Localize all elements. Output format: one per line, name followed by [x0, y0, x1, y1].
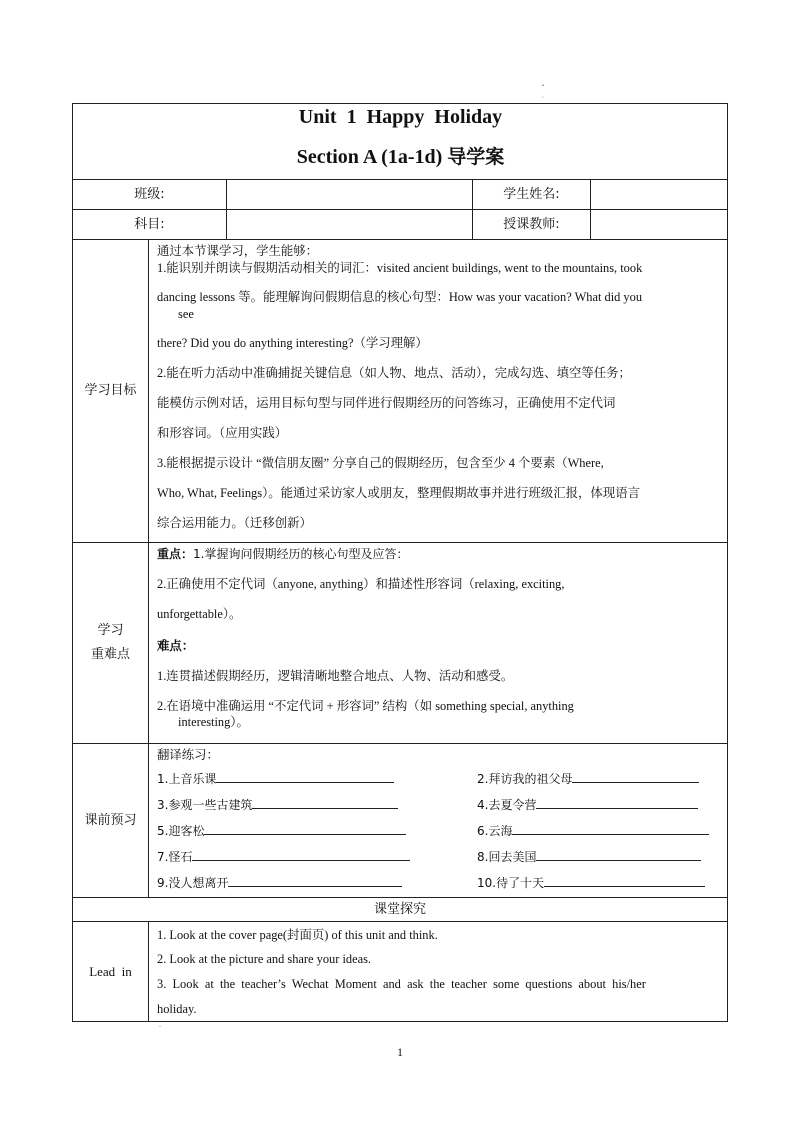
objectives-content-cell	[149, 240, 728, 543]
subject-label: 科目:	[134, 216, 165, 232]
subject-label-cell	[73, 210, 227, 240]
section-title	[73, 142, 728, 169]
answer-blank[interactable]	[536, 796, 698, 809]
answer-blank[interactable]	[228, 874, 402, 887]
translation-item: 8.回去美国	[477, 848, 701, 865]
preview-heading: 翻译练习：	[157, 748, 219, 762]
translation-item: 9.没人想离开	[157, 874, 402, 891]
page-number: 1	[397, 1045, 403, 1059]
objectives-intro: 通过本节课学习，学生能够：	[157, 244, 319, 258]
answer-blank[interactable]	[252, 796, 398, 809]
teacher-label-cell	[473, 210, 591, 240]
class-value-cell[interactable]	[227, 180, 473, 210]
objective-line: 2.能在听力活动中准确捕捉关键信息（如人物、地点、活动），完成勾选、填空等任务；	[157, 366, 631, 380]
answer-blank[interactable]	[216, 770, 394, 783]
answer-blank[interactable]	[544, 874, 705, 887]
section-title-en: Section A (1a-1d)	[296, 146, 443, 168]
difficult-point-line: interesting）。	[178, 715, 249, 729]
key-heading: 重点：	[157, 547, 194, 561]
difficult-heading: 难点：	[157, 639, 195, 653]
difficult-point-line: 1.连贯描述假期经历，逻辑清晰地整合地点、人物、活动和感受。	[157, 669, 514, 683]
key-points-content-cell	[149, 543, 728, 744]
key-points-label-line1: 学习	[97, 623, 124, 638]
translation-item: 2.拜访我的祖父母	[477, 770, 699, 787]
corner-mark: ˙	[541, 96, 545, 105]
translation-item: 6.云海	[477, 822, 709, 839]
objective-line: 和形容词。（应用实践）	[157, 426, 288, 440]
teacher-value-cell[interactable]	[591, 210, 728, 240]
objective-line: dancing lessons 等。能理解询问假期信息的核心句型：How was your vacation? What did you	[157, 290, 643, 304]
preview-label-cell	[73, 744, 149, 898]
lead-in-line: 1. Look at the cover page(封面页) of this unit and think.	[157, 928, 438, 942]
teacher-label: 授课教师:	[503, 216, 560, 232]
answer-blank[interactable]	[536, 848, 701, 861]
student-name-value-cell[interactable]	[591, 180, 728, 210]
lead-in-label: Lead in	[89, 963, 132, 979]
translation-item: 7.怪石	[157, 848, 410, 865]
key-point-line: 1.掌握询问假期经历的核心句型及应答：	[193, 547, 409, 561]
unit-title: Unit 1 Happy Holiday	[298, 106, 503, 128]
key-points-first-line	[157, 546, 408, 562]
key-points-label-line2: 重难点	[90, 647, 130, 662]
student-name-label-cell	[473, 180, 591, 210]
answer-blank[interactable]	[204, 822, 406, 835]
key-point-line: 2.正确使用不定代词（anyone, anything）和描述性形容词（relaxing, exciting,	[157, 577, 565, 591]
section-title-cn: 导学案	[447, 146, 505, 168]
lead-in-line: holiday.	[157, 1002, 197, 1016]
lesson-plan-table	[72, 103, 728, 1022]
objective-line: there? Did you do anything interesting?（学习理解）	[157, 336, 428, 350]
translation-item: 5.迎客松	[157, 822, 406, 839]
key-points-label-cell	[73, 543, 149, 744]
corner-mark: ˙	[158, 1025, 162, 1034]
difficult-point-line: 2.在语境中准确运用 “不定代词 + 形容词” 结构（如 something special, anything	[157, 699, 574, 713]
translation-item: 1.上音乐课	[157, 770, 394, 787]
answer-blank[interactable]	[512, 822, 709, 835]
objectives-label: 学习目标	[84, 383, 137, 398]
objective-line: 综合运用能力。（迁移创新）	[157, 516, 312, 530]
student-name-label: 学生姓名:	[503, 186, 560, 202]
lead-in-line: 3. Look at the teacher’s Wechat Moment and ask the teacher some questions about his/her	[157, 977, 646, 991]
objective-line: 1.能识别并朗读与假期活动相关的词汇：visited ancient buildings, went to the mountains, took	[157, 261, 643, 275]
key-point-line: unforgettable）。	[157, 607, 242, 621]
explore-heading-cell	[73, 898, 728, 922]
preview-content-cell	[149, 744, 728, 898]
translation-item: 10.待了十天	[477, 874, 705, 891]
preview-label: 课前预习	[84, 812, 137, 828]
corner-mark: ˇ	[541, 84, 545, 93]
lead-in-content-cell	[149, 922, 728, 1022]
objective-line: 3.能根据提示设计 “微信朋友圈” 分享自己的假期经历，包含至少 4 个要素（Where,	[157, 456, 604, 470]
class-label-cell	[73, 180, 227, 210]
objective-line: 能模仿示例对话，运用目标句型与同伴进行假期经历的问答练习，正确使用不定代词	[157, 396, 616, 410]
answer-blank[interactable]	[572, 770, 699, 783]
objective-line: see	[178, 307, 194, 321]
lead-in-label-cell	[73, 922, 149, 1022]
class-label: 班级:	[134, 186, 165, 202]
explore-heading: 课堂探究	[373, 901, 426, 917]
translation-item: 4.去夏令营	[477, 796, 698, 813]
title-cell	[73, 104, 728, 180]
answer-blank[interactable]	[192, 848, 410, 861]
translation-item: 3.参观一些古建筑	[157, 796, 398, 813]
objective-line: Who, What, Feelings）。能通过采访家人或朋友，整理假期故事并进行班级汇报，体现语言	[157, 486, 640, 500]
subject-value-cell[interactable]	[227, 210, 473, 240]
lead-in-line: 2. Look at the picture and share your ideas.	[157, 952, 372, 966]
objectives-label-cell	[73, 240, 149, 543]
